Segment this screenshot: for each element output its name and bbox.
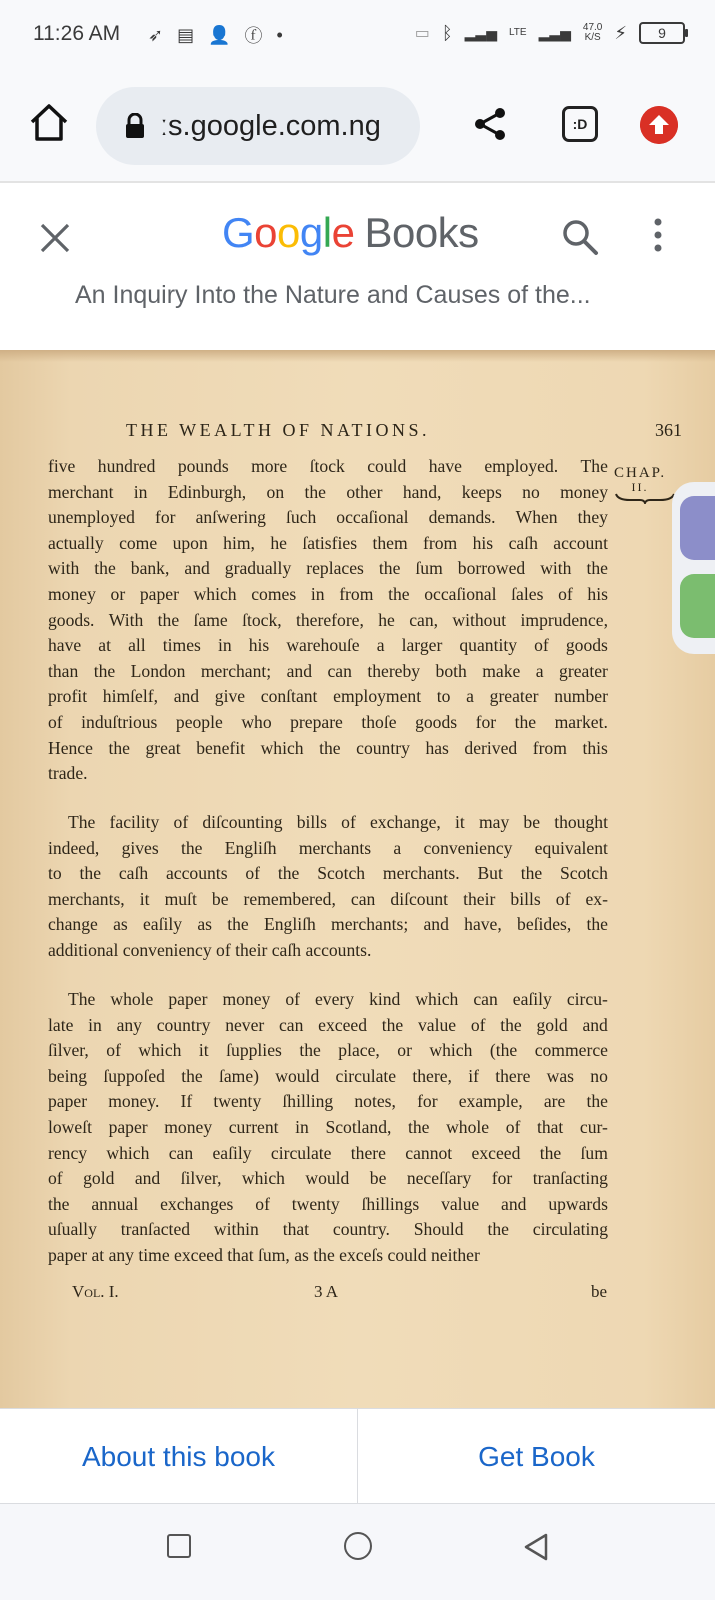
paragraph-3 [48, 987, 608, 1269]
signal-icon-2: ▂▃▅ [538, 24, 571, 41]
text-line: being ſuppoſed the ſame) would circulate there, if there was no [48, 1065, 608, 1086]
page-number: 361 [655, 420, 682, 440]
text-line: indeed, gives the Engliſh merchants a conveniency equivalent [48, 837, 608, 858]
book-title: An Inquiry Into the Nature and Causes of the... [75, 281, 591, 309]
margin-note: CHAP. II. [614, 465, 667, 494]
app-notification-icon: ➶ [148, 24, 164, 45]
home-nav-icon[interactable] [344, 1532, 372, 1560]
paragraph-2 [48, 810, 608, 964]
recent-apps-icon[interactable] [167, 1534, 191, 1558]
signature-mark: 3 A [314, 1282, 339, 1301]
volume-label: Vol. I. [72, 1282, 119, 1301]
dot-icon: • [276, 24, 283, 45]
url-bar[interactable] [96, 87, 420, 165]
text-line: Hence the great benefit which the country has derived from this [48, 737, 608, 758]
home-icon[interactable] [28, 102, 70, 144]
network-type: LTE [508, 27, 527, 38]
system-icons [415, 22, 685, 44]
text-line: goods. With the ſame ſtock, therefore, he can, without imprudence, [48, 609, 608, 630]
text-line: money or paper which comes in from the occaſional ſales of his [48, 583, 608, 604]
more-options-icon[interactable] [648, 217, 668, 257]
text-line: to the caſh accounts of the Scotch merchants. But the Scotch [48, 863, 608, 884]
cast-icon: ▭ [414, 25, 430, 42]
text-line: of induſtrious people who prepare thoſe goods for the market. [48, 711, 608, 732]
back-icon[interactable] [522, 1532, 550, 1562]
margin-brace [614, 492, 676, 504]
text-line: with the bank, and gradually replaces the ſum borrowed with the [48, 558, 608, 579]
text-line: ſilver, of which it ſupplies the place, or which (the commerce [48, 1040, 608, 1061]
system-nav-bar [0, 1504, 715, 1600]
books-header [0, 183, 715, 350]
text-line: merchants, it muſt be remembered, can diſcount their bills of ex- [48, 888, 608, 909]
text-line: unemployed for anſwering ſuch occaſional demands. When they [48, 507, 608, 528]
status-time: 11:26 AM [33, 22, 121, 45]
text-line: have at all times in his warehouſe a larger quantity of goods [48, 635, 608, 656]
text-line: profit himſelf, and give conſtant employment to a greater number [48, 686, 608, 707]
text-line: change as eaſily as the Engliſh merchants; and have, beſides, the [48, 914, 608, 935]
book-action-bar [0, 1408, 715, 1504]
tab-switcher-button[interactable]: :D [562, 106, 598, 142]
catchword: be [590, 1282, 607, 1301]
text-line: paper at any time exceed that ſum, as the exceſs could neither [48, 1244, 480, 1265]
battery-indicator: 9 [639, 22, 685, 44]
search-icon[interactable] [560, 217, 600, 257]
text-line: rency which can eaſily circulate there cannot exceed the ſum [48, 1142, 608, 1163]
text-line: five hundred pounds more ſtock could have employed. The [48, 456, 608, 476]
text-line: than the London merchant; and can thereby both make a greater [48, 660, 608, 681]
text-line: uſually tranſacted within that country. Should the circulating [48, 1219, 608, 1240]
close-icon[interactable] [38, 221, 72, 255]
notification-icons [148, 22, 283, 48]
page-shadow [0, 350, 715, 362]
text-line: merchant in Edinburgh, on the other hand, keeps no money [48, 481, 608, 502]
update-icon[interactable] [640, 106, 678, 144]
lock-icon [124, 113, 146, 139]
about-this-book-button[interactable]: About this book [81, 1441, 276, 1472]
text-line: the annual exchanges of twenty ſhillings value and upwards [48, 1193, 608, 1214]
news-icon: ▤ [177, 24, 195, 45]
contact-add-icon: 👤 [208, 24, 231, 45]
facebook-icon: ⓕ [244, 26, 263, 46]
side-widget-green-button[interactable] [680, 574, 715, 638]
google-books-logo: Google Books [222, 209, 479, 256]
floating-side-widget[interactable] [672, 482, 715, 654]
text-line: The whole paper money of every kind which can eaſily circu- [68, 989, 608, 1009]
book-page-scan[interactable] [0, 350, 715, 1408]
running-head: THE WEALTH OF NATIONS. [126, 420, 430, 440]
text-line: actually come upon him, he ſatisfies them from his caſh account [48, 532, 608, 553]
text-line: of gold and ſilver, which would be neceſſary for tranſacting [48, 1168, 608, 1189]
text-line: loweſt paper money current in Scotland, the whole of that cur- [48, 1116, 608, 1137]
share-icon[interactable] [472, 106, 508, 142]
charging-icon: ⚡ [614, 22, 627, 43]
text-line: The facility of diſcounting bills of exchange, it may be thought [68, 812, 608, 832]
signal-icon: ▂▃▅ [464, 24, 497, 41]
browser-toolbar [0, 72, 715, 180]
status-bar [0, 0, 715, 72]
text-line: late in any country never can exceed the value of the gold and [48, 1014, 608, 1035]
data-speed: 47.0 K/S [582, 22, 603, 43]
text-line: additional conveniency of their caſh accounts. [48, 939, 372, 960]
bluetooth-icon: ᛒ [441, 22, 453, 43]
side-widget-purple-button[interactable] [680, 496, 715, 560]
get-book-button[interactable]: Get Book [478, 1441, 595, 1472]
url-text: ːs.google.com.ng [160, 109, 381, 142]
paragraph-1 [48, 454, 608, 787]
text-line: paper money. If twenty ſhilling notes, for example, are the [48, 1091, 608, 1112]
text-line: trade. [48, 763, 88, 784]
